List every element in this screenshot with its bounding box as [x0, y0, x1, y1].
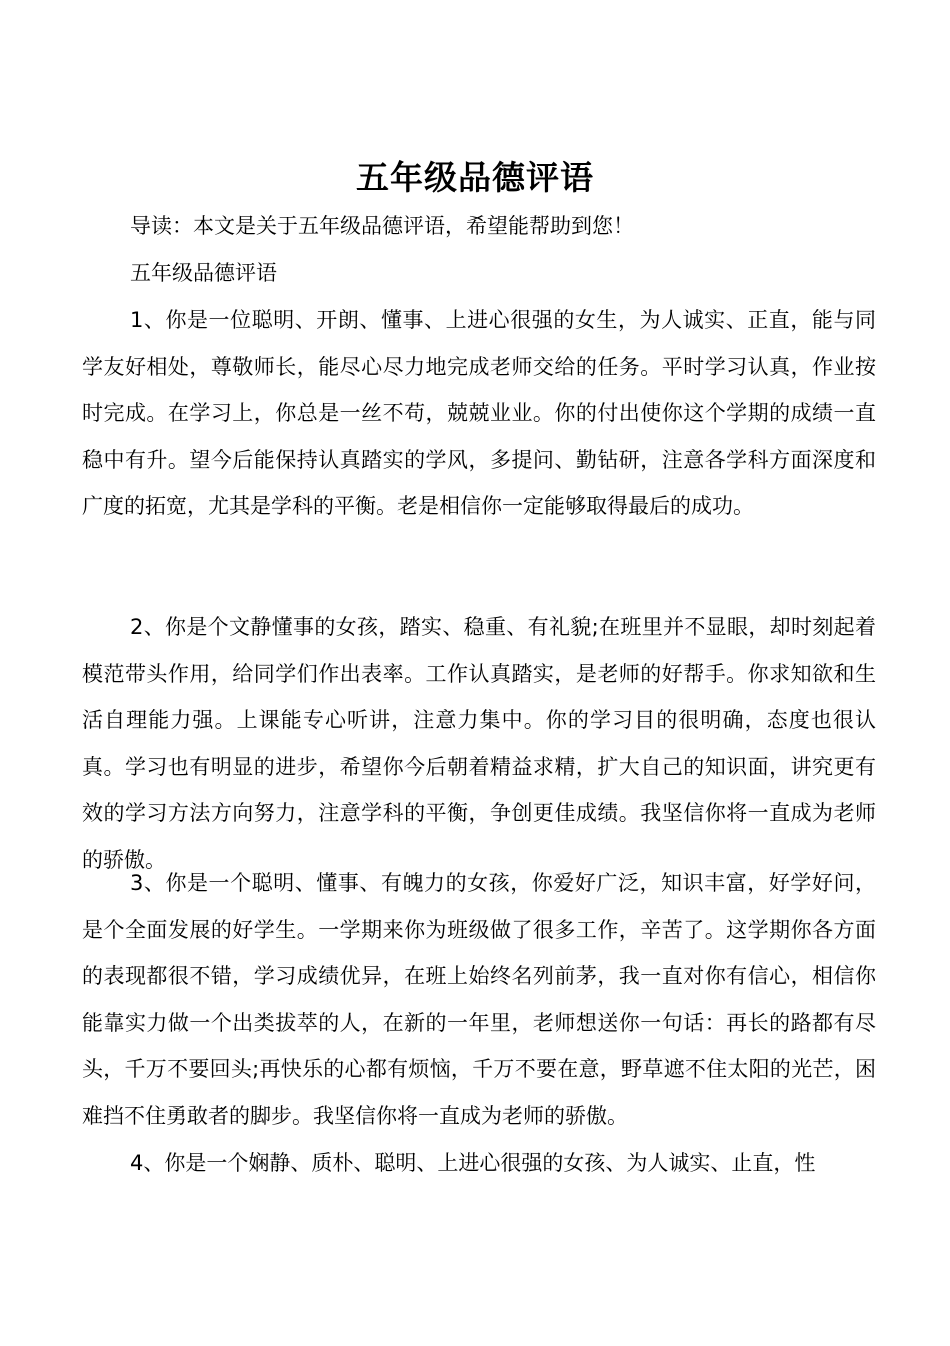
intro-text: 导读：本文是关于五年级品德评语，希望能帮助到您！	[130, 214, 634, 238]
comment-paragraph-2: 2、你是个文静懂事的女孩，踏实、稳重、有礼貌;在班里并不显眼，却时刻起着模范带头作用，给同学们作出表率。工作认真踏实，是老师的好帮手。你求知欲和生活自理能力强。上课能专心听讲，注意力集中。你的学习目的很明确，态度也很认真。学习也有明显的进步，希望你今后朝着精益求精，扩大自己的知识面，讲究更有效的学习方法方向努力，注意学科的平衡，争创更佳成绩。我坚信你将一直成为老师的骄傲。	[82, 615, 876, 872]
comment-paragraph-4: 4、你是一个娴静、质朴、聪明、上进心很强的女孩、为人诚实、止直，性	[130, 1151, 816, 1175]
document-title: 五年级品德评语	[356, 158, 594, 198]
section-subtitle: 五年级品德评语	[130, 261, 277, 285]
comment-paragraph-1: 1、你是一位聪明、开朗、懂事、上进心很强的女生，为人诚实、正直，能与同学友好相处，尊敬师长，能尽心尽力地完成老师交给的任务。平时学习认真，作业按时完成。在学习上，你总是一丝不苟，兢兢业业。你的付出使你这个学期的成绩一直稳中有升。望今后能保持认真踏实的学风，多提问、勤钻研，注意各学科方面深度和广度的拓宽，尤其是学科的平衡。老是相信你一定能够取得最后的成功。	[82, 308, 876, 518]
comment-paragraph-3: 3、你是一个聪明、懂事、有魄力的女孩，你爱好广泛，知识丰富，好学好问，是个全面发展的好学生。一学期来你为班级做了很多工作，辛苦了。这学期你各方面的表现都很不错，学习成绩优异，在班上始终名列前茅，我一直对你有信心，相信你能靠实力做一个出类拔萃的人，在新的一年里，老师想送你一句话：再长的路都有尽头，千万不要回头;再快乐的心都有烦恼，千万不要在意，野草遮不住太阳的光芒，困难挡不住勇敢者的脚步。我坚信你将一直成为老师的骄傲。	[82, 871, 876, 1128]
